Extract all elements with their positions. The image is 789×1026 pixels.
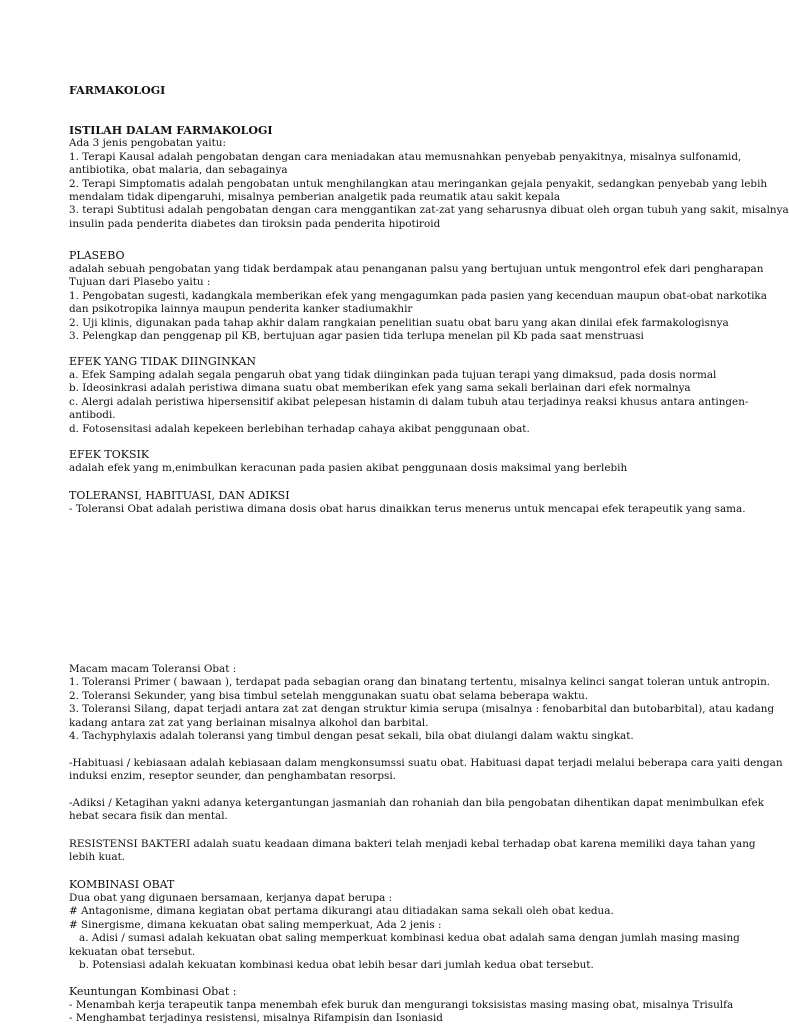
text-line: - Menambah kerja terapeutik tanpa menembah efek buruk dan mengurangi toksisistas masing masing obat, misalnya Trisulfa bbox=[69, 999, 734, 1011]
section-adiksi bbox=[69, 797, 764, 824]
section-heading: ISTILAH DALAM FARMAKOLOGI bbox=[69, 124, 273, 137]
text-line: b. Potensiasi adalah kekuatan kombinasi kedua obat lebih besar dari jumlah kedua obat tersebut. bbox=[79, 959, 594, 972]
text-line: # Antagonisme, dimana kegiatan obat pertama dikurangi atau ditiadakan sama sekali oleh obat kedua. bbox=[69, 905, 614, 918]
document-title: FARMAKOLOGI bbox=[69, 84, 166, 97]
text-line: induksi enzim, reseptor seunder, dan penghambatan resorpsi. bbox=[69, 770, 396, 783]
text-line: lebih kuat. bbox=[69, 851, 126, 864]
section-resistensi bbox=[69, 838, 756, 865]
text-line: dan psikotropika lainnya maupun penderita kanker stadiumakhir bbox=[69, 303, 413, 316]
text-line: 1. Terapi Kausal adalah pengobatan dengan cara meniadakan atau memusnahkan penyebab penyakitnya, misalnya sulfonamid, bbox=[69, 150, 742, 163]
text-line: RESISTENSI BAKTERI adalah suatu keadaan dimana bakteri telah menjadi kebal terhadap obat karena memiliki daya tahan yang bbox=[69, 838, 756, 850]
text-line: 3. Toleransi Silang, dapat terjadi antara zat zat dengan struktur kimia serupa (misalnya : fenobarbital dan butobarbital), atau kadang bbox=[69, 703, 775, 716]
section-macam-toleransi bbox=[69, 663, 775, 743]
text-line: mendalam tidak dipengaruhi, misalnya pemberian analgetik pada reumatik atau sakit kepala bbox=[69, 191, 561, 204]
section-plasebo bbox=[69, 249, 767, 343]
section-habituasi bbox=[69, 757, 783, 784]
text-line: b. Ideosinkrasi adalah peristiwa dimana suatu obat memberikan efek yang sama sekali berlainan dari efek normalnya bbox=[69, 382, 691, 395]
text-line: 2. Toleransi Sekunder, yang bisa timbul setelah menggunakan suatu obat selama beberapa waktu. bbox=[69, 689, 589, 702]
section-heading: TOLERANSI, HABITUASI, DAN ADIKSI bbox=[69, 489, 290, 502]
section-keuntungan bbox=[69, 985, 734, 1026]
text-line: a. Adisi / sumasi adalah kekuatan obat saling memperkuat kombinasi kedua obat adalah sama dengan jumlah masing masing bbox=[79, 932, 740, 945]
section-heading: EFEK YANG TIDAK DIINGINKAN bbox=[69, 355, 257, 368]
text-line: 3. terapi Subtitusi adalah pengobatan dengan cara menggantikan zat-zat yang seharusnya dibuat oleh organ tubuh yang sakit, misalnya bbox=[69, 204, 789, 217]
section-efek-toksik bbox=[69, 448, 701, 475]
text-line: 4. Tachyphylaxis adalah toleransi yang timbul dengan pesat sekali, bila obat diulangi dalam waktu singkat. bbox=[69, 730, 634, 743]
text-line: hebat secara fisik dan mental. bbox=[69, 810, 228, 823]
text-line: -Adiksi / Ketagihan yakni adanya ketergantungan jasmaniah dan rohaniah dan bila pengobatan dihentikan dapat menimbulkan efek bbox=[69, 797, 764, 809]
text-line: Macam macam Toleransi Obat : bbox=[69, 663, 237, 675]
text-line: adalah efek yang m,enimbulkan keracunan pada pasien akibat penggunaan dosis maksimal yang berlebih bbox=[69, 462, 628, 474]
text-line: 1. Pengobatan sugesti, kadangkala memberikan efek yang mengagumkan pada pasien yang kecenduan maupun obat-obat narkotika bbox=[69, 289, 767, 302]
text-line: - Toleransi Obat adalah peristiwa dimana dosis obat harus dinaikkan terus menerus untuk mencapai efek terapeutik yang sama. bbox=[69, 503, 746, 515]
text-line: antibodi. bbox=[69, 409, 116, 422]
text-line: d. Fotosensitasi adalah kepekeen berlebihan terhadap cahaya akibat penggunaan obat. bbox=[69, 422, 530, 435]
text-line: Tujuan dari Plasebo yaitu : bbox=[69, 276, 211, 289]
section-heading: PLASEBO bbox=[69, 249, 125, 262]
text-line: a. Efek Samping adalah segala pengaruh obat yang tidak diinginkan pada tujuan terapi yang dimaksud, pada dosis normal bbox=[69, 369, 717, 381]
text-line: adalah sebuah pengobatan yang tidak berdampak atau penanganan palsu yang bertujuan untuk mengontrol efek dari pengharapan bbox=[69, 263, 764, 275]
text-line: # Sinergisme, dimana kekuatan obat saling memperkuat, Ada 2 jenis : bbox=[69, 918, 442, 931]
text-line: - Menghambat terjadinya resistensi, misalnya Rifampisin dan Isoniasid bbox=[69, 1012, 443, 1025]
section-efek-tidak-diinginkan bbox=[69, 355, 749, 436]
text-line: 1. Toleransi Primer ( bawaan ), terdapat pada sebagian orang dan binatang tertentu, misalnya kelinci sangat toleran untuk antropin. bbox=[69, 676, 771, 689]
text-line: kekuatan obat tersebut. bbox=[69, 945, 196, 958]
text-line: 2. Terapi Simptomatis adalah pengobatan untuk menghilangkan atau meringankan gejala penyakit, sedangkan penyebab yang lebih bbox=[69, 177, 768, 190]
text-line: insulin pada penderita diabetes dan tiroksin pada penderita hipotiroid bbox=[69, 217, 441, 230]
text-line: 2. Uji klinis, digunakan pada tahap akhir dalam rangkaian penelitian suatu obat baru yang akan dinilai efek farmakologisnya bbox=[69, 316, 729, 329]
text-line: Dua obat yang digunaen bersamaan, kerjanya dapat berupa : bbox=[69, 892, 393, 904]
section-heading: Keuntungan Kombinasi Obat : bbox=[69, 985, 237, 998]
text-line: -Habituasi / kebiasaan adalah kebiasaan dalam mengkonsumssi suatu obat. Habituasi dapat terjadi melalui beberapa cara yaiti dengan bbox=[69, 757, 783, 769]
section-heading: EFEK TOKSIK bbox=[69, 448, 150, 461]
section-heading: KOMBINASI OBAT bbox=[69, 878, 175, 891]
section-toleransi bbox=[69, 489, 746, 516]
text-line: c. Alergi adalah peristiwa hipersensitif akibat pelepesan histamin di dalam tubuh atau terjadinya reaksi khusus antara antingen- bbox=[69, 395, 749, 408]
text-line: 3. Pelengkap dan penggenap pil KB, bertujuan agar pasien tida terlupa menelan pil Kb pada saat menstruasi bbox=[69, 330, 644, 343]
section-kombinasi-obat bbox=[69, 878, 740, 972]
text-line: Ada 3 jenis pengobatan yaitu: bbox=[69, 137, 226, 150]
section-istilah bbox=[69, 124, 789, 231]
text-line: antibiotika, obat malaria, dan sebagainya bbox=[69, 164, 288, 177]
text-line: kadang antara zat zat yang berlainan misalnya alkohol dan barbital. bbox=[69, 716, 429, 729]
